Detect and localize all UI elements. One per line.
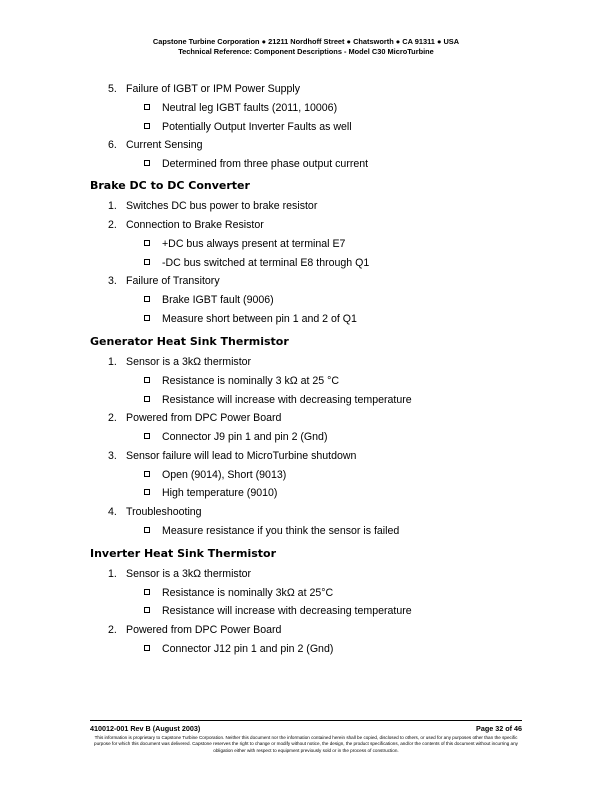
item-text: Connection to Brake Resistor bbox=[126, 219, 264, 231]
bullet-text: Measure short between pin 1 and 2 of Q1 bbox=[162, 313, 357, 325]
bullet-text: High temperature (9010) bbox=[162, 487, 278, 499]
numbered-item bbox=[108, 505, 202, 519]
page-header bbox=[0, 37, 612, 57]
checkbox-bullet-icon bbox=[144, 396, 150, 402]
item-text: Failure of IGBT or IPM Power Supply bbox=[126, 83, 301, 95]
numbered-item bbox=[108, 355, 251, 369]
section-heading: Generator Heat Sink Thermistor bbox=[90, 335, 289, 348]
bullet-item bbox=[144, 393, 412, 407]
bullet-item bbox=[144, 430, 328, 444]
numbered-item bbox=[108, 274, 220, 288]
bullet-item bbox=[144, 486, 278, 500]
proprietary-notice: This information is proprietary to Capstone Turbine Corporation. Neither this document nor the information contained herein shall be copied, disclosed to others, or used for any purposes other than the specific purpose for which this document was delivered. Capstone reserves the right to change or modify without notice, the design, the product specifications, and/or the contents of this document without incurring any obligation either with respect to equipment previously sold or in the process of construction. bbox=[94, 735, 518, 753]
bullet-text: Resistance is nominally 3 kΩ at 25 °C bbox=[162, 375, 340, 387]
document-id: 410012-001 Rev B (August 2003) bbox=[90, 724, 201, 733]
item-number: 3. bbox=[108, 275, 117, 287]
item-number: 1. bbox=[108, 200, 117, 212]
bullet-text: Determined from three phase output current bbox=[162, 158, 369, 170]
item-number: 2. bbox=[108, 412, 117, 424]
item-text: Powered from DPC Power Board bbox=[126, 624, 282, 636]
bullet-item bbox=[144, 374, 340, 388]
numbered-item bbox=[108, 449, 356, 463]
bullet-item bbox=[144, 642, 334, 656]
item-text: Failure of Transitory bbox=[126, 275, 220, 287]
checkbox-bullet-icon bbox=[144, 240, 150, 246]
checkbox-bullet-icon bbox=[144, 160, 150, 166]
item-text: Sensor is a 3kΩ thermistor bbox=[126, 356, 252, 368]
item-text: Troubleshooting bbox=[126, 506, 202, 518]
bullet-text: +DC bus always present at terminal E7 bbox=[162, 238, 346, 250]
item-number: 2. bbox=[108, 219, 117, 231]
item-number: 6. bbox=[108, 139, 117, 151]
footer-divider bbox=[90, 720, 522, 721]
bullet-text: Connector J9 pin 1 and pin 2 (Gnd) bbox=[162, 431, 328, 443]
item-number: 4. bbox=[108, 506, 117, 518]
checkbox-bullet-icon bbox=[144, 645, 150, 651]
page-number: Page 32 of 46 bbox=[476, 724, 522, 733]
bullet-text: Resistance is nominally 3kΩ at 25°C bbox=[162, 587, 334, 599]
bullet-text: -DC bus switched at terminal E8 through Q1 bbox=[162, 257, 370, 269]
bullet-item bbox=[144, 256, 370, 270]
item-text: Current Sensing bbox=[126, 139, 203, 151]
checkbox-bullet-icon bbox=[144, 123, 150, 129]
bullet-item bbox=[144, 157, 369, 171]
checkbox-bullet-icon bbox=[144, 259, 150, 265]
numbered-item bbox=[108, 138, 203, 152]
item-text: Powered from DPC Power Board bbox=[126, 412, 282, 424]
numbered-item bbox=[108, 567, 251, 581]
checkbox-bullet-icon bbox=[144, 104, 150, 110]
bullet-item bbox=[144, 468, 287, 482]
bullet-item bbox=[144, 120, 352, 134]
item-text: Sensor failure will lead to MicroTurbine shutdown bbox=[126, 450, 357, 462]
numbered-item bbox=[108, 411, 281, 425]
bullet-item bbox=[144, 604, 412, 618]
document-title-line: Technical Reference: Component Descriptions - Model C30 MicroTurbine bbox=[178, 47, 434, 56]
bullet-item bbox=[144, 293, 274, 307]
bullet-item bbox=[144, 312, 357, 326]
checkbox-bullet-icon bbox=[144, 489, 150, 495]
bullet-text: Open (9014), Short (9013) bbox=[162, 469, 287, 481]
item-number: 2. bbox=[108, 624, 117, 636]
bullet-text: Connector J12 pin 1 and pin 2 (Gnd) bbox=[162, 643, 334, 655]
numbered-item bbox=[108, 218, 264, 232]
checkbox-bullet-icon bbox=[144, 315, 150, 321]
numbered-item bbox=[108, 82, 300, 96]
company-address-line: Capstone Turbine Corporation ● 21211 Nordhoff Street ● Chatsworth ● CA 91311 ● USA bbox=[152, 37, 460, 46]
bullet-text: Measure resistance if you think the sensor is failed bbox=[162, 525, 400, 537]
item-text: Switches DC bus power to brake resistor bbox=[126, 200, 318, 212]
bullet-item bbox=[144, 524, 400, 538]
bullet-text: Brake IGBT fault (9006) bbox=[162, 294, 274, 306]
item-number: 1. bbox=[108, 356, 117, 368]
checkbox-bullet-icon bbox=[144, 471, 150, 477]
checkbox-bullet-icon bbox=[144, 377, 150, 383]
checkbox-bullet-icon bbox=[144, 589, 150, 595]
checkbox-bullet-icon bbox=[144, 607, 150, 613]
bullet-text: Neutral leg IGBT faults (2011, 10006) bbox=[162, 102, 338, 114]
bullet-text: Resistance will increase with decreasing temperature bbox=[162, 394, 412, 406]
item-number: 5. bbox=[108, 83, 117, 95]
bullet-item bbox=[144, 586, 334, 600]
checkbox-bullet-icon bbox=[144, 527, 150, 533]
section-heading: Inverter Heat Sink Thermistor bbox=[90, 547, 277, 560]
bullet-item bbox=[144, 237, 346, 251]
item-number: 1. bbox=[108, 568, 117, 580]
bullet-item bbox=[144, 101, 338, 115]
item-text: Sensor is a 3kΩ thermistor bbox=[126, 568, 252, 580]
checkbox-bullet-icon bbox=[144, 433, 150, 439]
bullet-text: Potentially Output Inverter Faults as well bbox=[162, 121, 352, 133]
numbered-item bbox=[108, 623, 281, 637]
item-number: 3. bbox=[108, 450, 117, 462]
section-heading: Brake DC to DC Converter bbox=[90, 179, 250, 192]
checkbox-bullet-icon bbox=[144, 296, 150, 302]
numbered-item bbox=[108, 199, 317, 213]
bullet-text: Resistance will increase with decreasing temperature bbox=[162, 605, 412, 617]
